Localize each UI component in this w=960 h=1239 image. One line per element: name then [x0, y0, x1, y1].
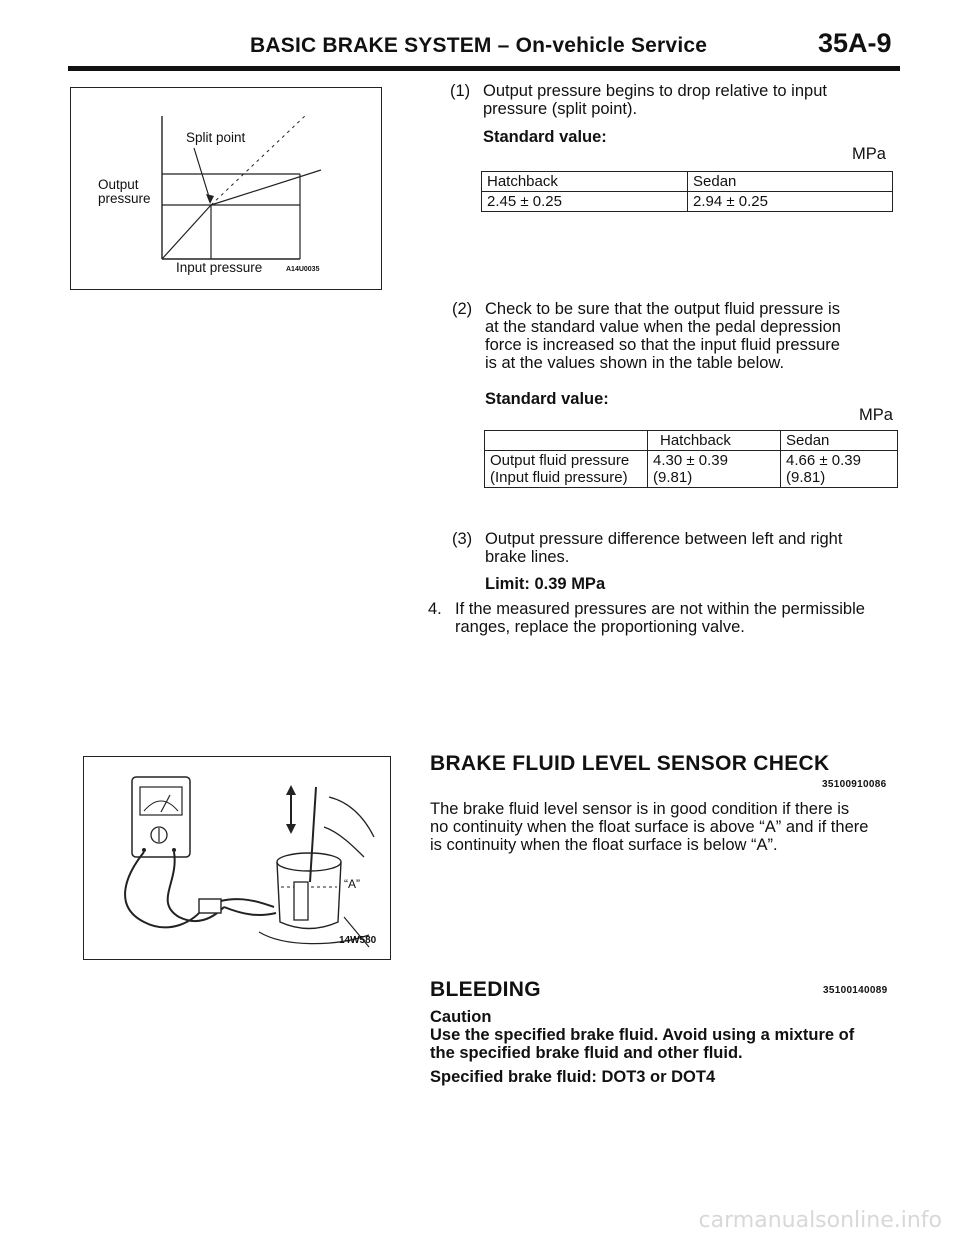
row-label-line2: (Input fluid pressure) — [490, 469, 628, 486]
step-1-standard-label: Standard value: — [483, 128, 607, 146]
step-3-line2: brake lines. — [485, 548, 570, 566]
caution-line1: Use the specified brake fluid. Avoid using a mixture of — [430, 1026, 855, 1044]
step-2-unit: MPa — [859, 406, 893, 424]
step-2-line: Check to be sure that the output fluid pressure is — [485, 300, 840, 318]
split-point-label: Split point — [186, 130, 246, 145]
header-rule — [68, 66, 900, 71]
table-cell — [781, 451, 898, 488]
sedan-input: (9.81) — [786, 469, 826, 486]
step-1-text — [483, 82, 903, 118]
step-4-line2: ranges, replace the proportioning valve. — [455, 618, 745, 636]
table-cell — [485, 451, 648, 488]
sensor-check-line: The brake fluid level sensor is in good condition if there is — [430, 800, 850, 818]
step-2-number: (2) — [452, 300, 473, 318]
row-label-line1: Output fluid pressure — [490, 452, 630, 469]
sensor-check-text — [430, 800, 910, 854]
table-row — [485, 451, 898, 488]
multimeter-illustration — [84, 757, 389, 957]
step-2-line: is at the values shown in the table below. — [485, 354, 785, 372]
split-point-figure — [70, 87, 382, 290]
sensor-check-heading: BRAKE FLUID LEVEL SENSOR CHECK — [430, 752, 830, 775]
figure-code: A14U0035 — [286, 266, 320, 273]
table-header-cell: Hatchback — [482, 172, 688, 192]
step-1-line2: pressure (split point). — [483, 100, 638, 118]
table-header-cell: Sedan — [781, 431, 898, 451]
table-row — [485, 431, 898, 451]
step-4-line1: If the measured pressures are not within the permissible — [455, 600, 865, 618]
step-2-standard-label: Standard value: — [485, 390, 609, 408]
bleeding-code: 35100140089 — [823, 985, 888, 996]
step-4-number: 4. — [428, 600, 442, 618]
table-cell: 2.45 ± 0.25 — [482, 192, 688, 212]
page-title: BASIC BRAKE SYSTEM – On-vehicle Service — [250, 34, 708, 57]
table-cell: 2.94 ± 0.25 — [688, 192, 893, 212]
caution-line2: the specified brake fluid and other fluid. — [430, 1044, 743, 1062]
sensor-check-line: is continuity when the float surface is below “A”. — [430, 836, 778, 854]
table-row — [482, 172, 893, 192]
step-1-number: (1) — [450, 82, 471, 100]
hatchback-input: (9.81) — [653, 469, 693, 486]
table-row — [482, 192, 893, 212]
watermark: carmanualsonline.info — [698, 1208, 942, 1233]
step-4-text — [455, 600, 905, 636]
table-header-cell — [485, 431, 648, 451]
caution-label: Caution — [430, 1008, 492, 1026]
table-header-cell: Sedan — [688, 172, 893, 192]
page-number: 35A-9 — [818, 28, 892, 58]
figure-code: 14W580 — [339, 935, 377, 946]
step-2-text — [485, 300, 905, 372]
bleeding-caution — [430, 1008, 910, 1062]
specified-fluid: Specified brake fluid: DOT3 or DOT4 — [430, 1068, 716, 1086]
step-3-limit: Limit: 0.39 MPa — [485, 575, 606, 593]
step-3-line1: Output pressure difference between left and right — [485, 530, 843, 548]
hatchback-value: 4.30 ± 0.39 — [653, 452, 728, 469]
step-2-line: at the standard value when the pedal depression — [485, 318, 841, 336]
step-3-text — [485, 530, 905, 566]
input-pressure-label: Input pressure — [176, 260, 263, 275]
sensor-check-line: no continuity when the float surface is above “A” and if there — [430, 818, 869, 836]
level-a-label: “A” — [344, 877, 360, 891]
fluid-level-sensor-figure — [83, 756, 391, 960]
output-pressure-label-line2: pressure — [98, 191, 151, 206]
step-1-table — [481, 171, 893, 212]
step-1-unit: MPa — [852, 145, 886, 163]
step-2-line: force is increased so that the input fluid pressure — [485, 336, 840, 354]
sensor-check-code: 35100910086 — [822, 779, 887, 790]
step-3-number: (3) — [452, 530, 473, 548]
output-pressure-label — [98, 178, 151, 206]
step-2-table — [484, 430, 898, 488]
table-cell — [648, 451, 781, 488]
step-1-line1: Output pressure begins to drop relative to input — [483, 82, 827, 100]
output-pressure-label-line1: Output — [98, 177, 139, 192]
bleeding-heading: BLEEDING — [430, 978, 541, 1001]
sedan-value: 4.66 ± 0.39 — [786, 452, 861, 469]
table-header-cell: Hatchback — [648, 431, 781, 451]
